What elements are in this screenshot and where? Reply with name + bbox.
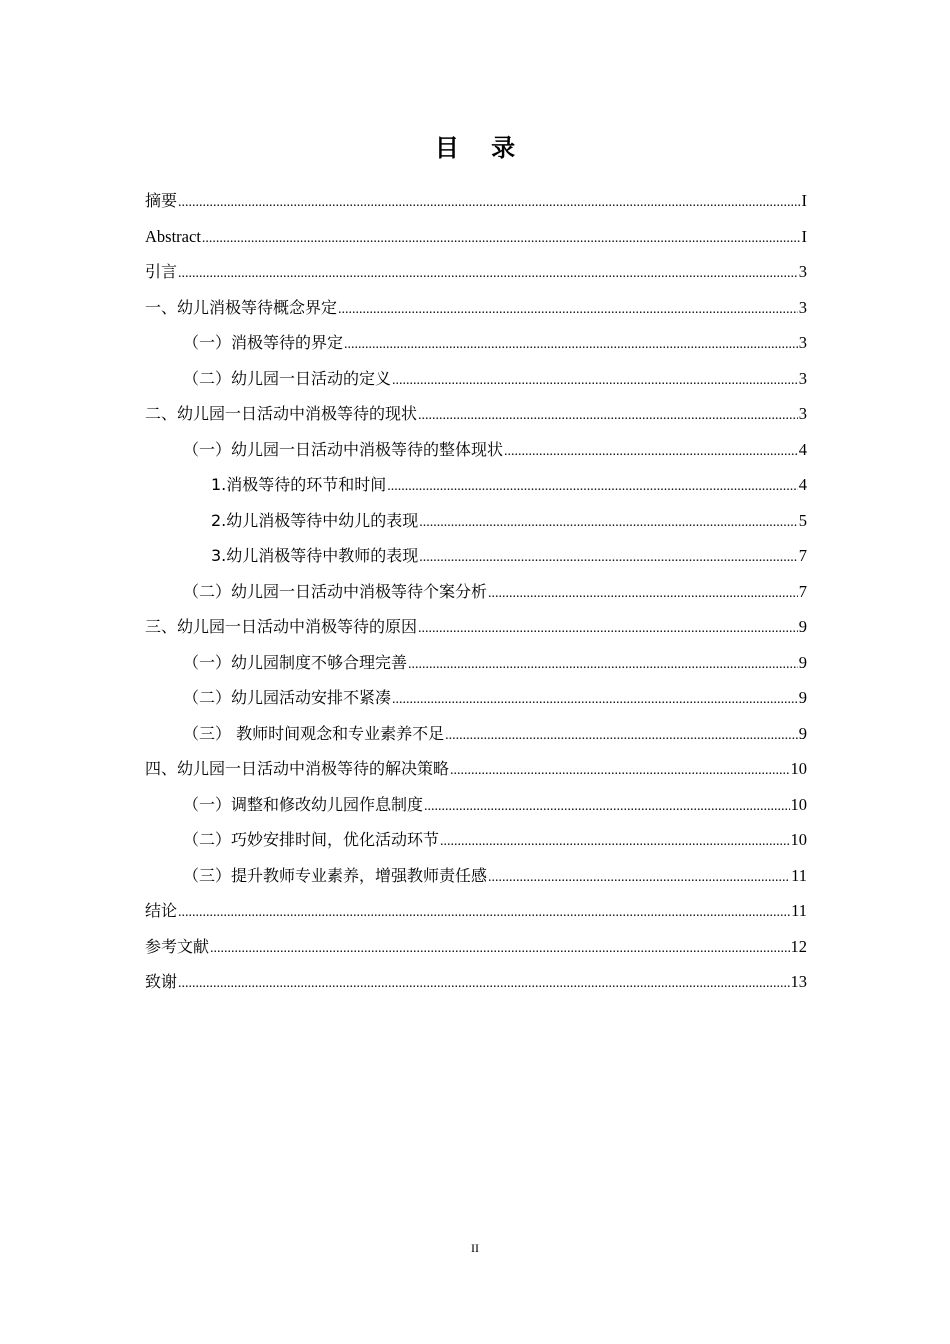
toc-entry[interactable]: [145, 716, 807, 752]
toc-entry-page-number: 3: [798, 262, 807, 281]
toc-dot-leader: [392, 363, 798, 399]
toc-entry-page-number: 4: [798, 439, 807, 459]
toc-entry-page-number: 9: [798, 617, 807, 636]
toc-entry-label: （二）幼儿园一日活动中消极等待个案分析: [183, 581, 488, 601]
page-title: 目 录: [434, 134, 528, 162]
toc-dot-leader: [202, 221, 801, 257]
toc-entry-page-number: 7: [798, 546, 807, 565]
toc-dot-leader: [419, 540, 797, 576]
toc-dot-leader: [392, 682, 798, 718]
toc-entry[interactable]: [145, 751, 807, 787]
toc-dot-leader: [488, 860, 790, 896]
toc-entry-label: （三） 教师时间观念和专业素养不足: [183, 723, 445, 743]
table-of-contents: [145, 183, 807, 1000]
toc-dot-leader: [418, 398, 798, 434]
toc-dot-leader: [338, 292, 798, 328]
toc-entry[interactable]: [145, 645, 807, 681]
toc-entry[interactable]: [145, 290, 807, 326]
toc-entry-label: 一、幼儿消极等待概念界定: [145, 297, 338, 317]
toc-dot-leader: [440, 824, 789, 860]
toc-entry-page-number: 3: [798, 404, 807, 423]
toc-entry-page-number: 9: [798, 688, 807, 707]
toc-entry-label: 摘要: [145, 191, 178, 210]
toc-entry-label: 结论: [145, 901, 178, 920]
toc-entry-label: （一）调整和修改幼儿园作息制度: [183, 794, 424, 814]
toc-entry[interactable]: [145, 858, 807, 894]
toc-entry-page-number: 11: [791, 865, 807, 885]
toc-entry-page-number: 10: [790, 759, 807, 778]
toc-entry[interactable]: [145, 680, 807, 716]
toc-entry-page-number: 3: [798, 368, 807, 388]
toc-entry-label: Abstract: [145, 226, 201, 246]
toc-dot-leader: [408, 647, 798, 683]
toc-entry[interactable]: [145, 254, 807, 290]
toc-entry-page-number: 7: [798, 581, 807, 601]
toc-entry[interactable]: [145, 893, 807, 929]
footer-page-number: II: [471, 1241, 479, 1255]
toc-entry[interactable]: [145, 787, 807, 823]
toc-entry-label: 引言: [145, 262, 178, 281]
toc-entry-page-number: 9: [798, 723, 807, 743]
toc-entry-page-number: 12: [790, 936, 807, 956]
toc-dot-leader: [178, 966, 789, 1002]
toc-entry-label: 2.幼儿消极等待中幼儿的表现: [211, 510, 419, 530]
toc-entry-label: （一）消极等待的界定: [183, 333, 344, 352]
toc-entry[interactable]: [145, 503, 807, 539]
toc-entry-label: （一）幼儿园制度不够合理完善: [183, 652, 408, 672]
toc-entry-page-number: 13: [790, 972, 807, 991]
toc-entry-page-number: 10: [790, 830, 807, 849]
toc-entry[interactable]: [145, 183, 807, 219]
toc-entry[interactable]: [145, 574, 807, 610]
toc-dot-leader: [178, 256, 798, 292]
toc-entry-page-number: 4: [798, 475, 807, 494]
toc-entry[interactable]: [145, 396, 807, 432]
toc-entry-label: （二）幼儿园活动安排不紧凑: [183, 688, 392, 707]
toc-dot-leader: [488, 576, 798, 612]
toc-entry-page-number: 9: [798, 652, 807, 672]
toc-entry[interactable]: [145, 538, 807, 574]
toc-entry-label: 四、幼儿园一日活动中消极等待的解决策略: [145, 759, 450, 778]
toc-entry-label: 1.消极等待的环节和时间: [211, 475, 387, 494]
toc-entry[interactable]: [145, 432, 807, 468]
toc-entry-label: 3.幼儿消极等待中教师的表现: [211, 546, 419, 565]
toc-entry[interactable]: [145, 467, 807, 503]
toc-dot-leader: [419, 505, 797, 541]
toc-entry-label: （三）提升教师专业素养，增强教师责任感: [183, 865, 488, 885]
toc-dot-leader: [178, 185, 800, 221]
toc-entry-page-number: 10: [790, 794, 807, 814]
toc-entry[interactable]: [145, 361, 807, 397]
toc-entry-page-number: 5: [798, 510, 807, 530]
toc-dot-leader: [504, 434, 798, 470]
toc-dot-leader: [445, 718, 798, 754]
toc-entry-page-number: 3: [798, 297, 807, 317]
toc-entry[interactable]: [145, 609, 807, 645]
toc-entry[interactable]: [145, 964, 807, 1000]
toc-entry-label: 致谢: [145, 972, 178, 991]
toc-entry-label: 参考文献: [145, 936, 210, 956]
toc-entry[interactable]: [145, 929, 807, 965]
toc-entry-label: 二、幼儿园一日活动中消极等待的现状: [145, 404, 418, 423]
toc-entry-page-number: 11: [791, 901, 807, 920]
toc-entry-label: （二）幼儿园一日活动的定义: [183, 368, 392, 388]
toc-entry-label: 三、幼儿园一日活动中消极等待的原因: [145, 617, 418, 636]
toc-dot-leader: [178, 895, 790, 931]
toc-dot-leader: [418, 611, 798, 647]
toc-entry[interactable]: [145, 325, 807, 361]
toc-dot-leader: [450, 753, 789, 789]
toc-entry[interactable]: [145, 219, 807, 255]
toc-entry-label: （一）幼儿园一日活动中消极等待的整体现状: [183, 439, 504, 459]
toc-entry[interactable]: [145, 822, 807, 858]
toc-entry-label: （二）巧妙安排时间，优化活动环节: [183, 830, 440, 849]
toc-dot-leader: [210, 931, 789, 967]
toc-entry-page-number: I: [801, 226, 807, 246]
toc-dot-leader: [344, 327, 798, 363]
toc-entry-page-number: 3: [798, 333, 807, 352]
toc-entry-page-number: I: [801, 191, 807, 210]
toc-dot-leader: [387, 469, 797, 505]
toc-dot-leader: [424, 789, 789, 825]
